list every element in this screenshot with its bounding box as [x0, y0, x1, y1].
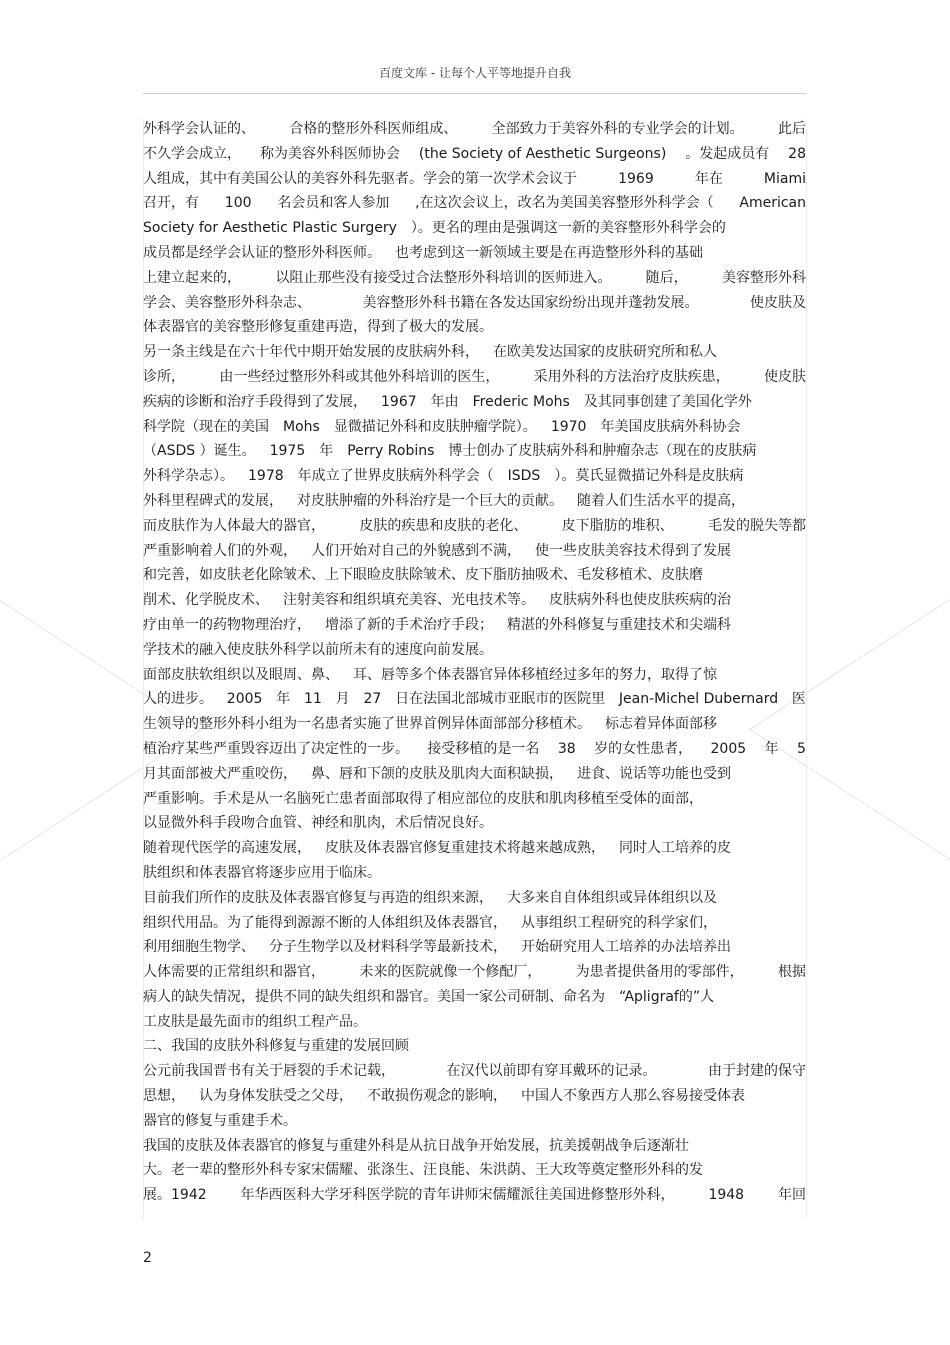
text-segment: 1978 [248, 468, 284, 485]
text-segment: 皮肤及体表器官修复重建技术将越来越成熟， [325, 840, 605, 857]
text-segment: 学技术的融入使皮肤外科学以前所未有的速度向前发展。 [143, 641, 493, 658]
text-segment: 显微描记外科和皮肤肿瘤学院）。 [333, 418, 537, 435]
text-segment: 年 [764, 740, 779, 757]
text-segment: 称为美容外科医师协会 [259, 145, 400, 162]
text-line [143, 340, 806, 365]
text-segment: Society for Aesthetic Plastic Surgery [143, 220, 397, 237]
text-line [143, 911, 806, 936]
text-line [143, 390, 806, 415]
text-segment: 皮肤的疾患和皮肤的老化、 [359, 517, 528, 534]
text-segment: 年在 [694, 170, 723, 187]
document-body [143, 117, 806, 1208]
text-segment: 我国的皮肤及体表器官的修复与重建外科是从抗日战争开始发展，抗美援朝战争后逐渐壮 [143, 1137, 689, 1154]
text-segment: 合格的整形外科医师组成、 [289, 121, 458, 137]
text-segment: 植治疗某些严重毁容迈出了决定性的一步。 [143, 740, 409, 757]
text-segment: 工皮肤是最先面市的组织工程产品。 [143, 1013, 367, 1030]
text-segment: 未来的医院就像一个修配厂， [359, 964, 542, 981]
text-segment: American [739, 195, 806, 212]
text-line [143, 241, 806, 266]
text-segment: 召开，有 [143, 195, 199, 212]
text-segment: 岁的女性患者， [594, 740, 693, 757]
text-segment: 使一些皮肤美容技术得到了发展 [535, 542, 731, 559]
text-segment: 2005 [710, 740, 747, 757]
text-segment: 疗由单一的药物物理治疗， [143, 616, 311, 633]
text-segment: 皮下脂肪的堆积、 [561, 517, 674, 534]
text-segment: 28 [788, 145, 806, 162]
text-segment: 组织代用品。为了能得到源源不断的人体组织及体表器官， [143, 914, 507, 931]
text-line [143, 291, 806, 316]
text-segment: 生领导的整形外科小组为一名患者实施了世界首例异体面部部分移植术。 [143, 716, 591, 733]
text-segment: 5 [797, 740, 806, 757]
text-segment: 月其面部被犬严重咬伤， [143, 765, 297, 782]
text-line [143, 762, 806, 787]
text-segment: “Apligraf的”人 [619, 988, 715, 1005]
text-line [143, 687, 806, 712]
text-segment: 使皮肤及 [750, 294, 806, 311]
text-segment: 使皮肤 [763, 368, 806, 385]
text-segment: 从事组织工程研究的科学家们， [521, 914, 717, 931]
text-segment: 38 [557, 740, 576, 757]
text-segment: 同时人工培养的皮 [619, 840, 731, 857]
text-line [143, 588, 806, 613]
text-segment: 和完善，如皮肤老化除皱术、上下眼睑皮肤除皱术、皮下脂肪抽吸术、毛发移植术、皮肤磨 [143, 567, 703, 584]
text-segment: Miami [763, 170, 806, 187]
text-segment: Perry Robins [347, 443, 435, 460]
text-segment: 面部皮肤软组织以及眼周、鼻、 [143, 666, 339, 683]
text-segment: 1975 [269, 443, 306, 460]
text-segment: 削术、化学脱皮术、 [143, 592, 269, 609]
text-segment: 在欧美发达国家的皮肤研究所和私人 [493, 344, 717, 361]
text-segment: 根据 [777, 964, 806, 981]
text-line [143, 439, 806, 464]
text-segment: 随着现代医学的高速发展， [143, 840, 311, 857]
text-segment: 进食、说话等功能也受到 [577, 765, 731, 782]
text-segment: 外科里程碑式的发展， [143, 492, 283, 509]
text-segment: 外科学会认证的、 [143, 121, 255, 137]
text-line [143, 886, 806, 911]
text-segment: 随着人们生活水平的提高， [577, 492, 745, 509]
header-divider [143, 93, 806, 94]
text-segment: 采用外科的方法治疗皮肤疾患， [533, 368, 730, 385]
text-segment: 在汉代以前即有穿耳戴环的记录。 [446, 1063, 657, 1080]
text-segment: 疾病的诊断和治疗手段得到了发展， [143, 393, 367, 410]
text-line [143, 1059, 806, 1084]
text-line [143, 811, 806, 836]
text-segment: 1969 [618, 170, 654, 187]
text-segment: 及其同事创建了美国化学外 [583, 393, 752, 410]
text-line [143, 1084, 806, 1109]
text-line [143, 1183, 806, 1208]
text-line [143, 613, 806, 638]
text-segment: ,在这次会议上，改名为美国美容整形外科学会（ [415, 195, 714, 212]
text-segment: 器官的修复与重建手术。 [143, 1112, 297, 1129]
text-segment: 开始研究用人工培养的办法培养出 [521, 939, 731, 956]
text-segment: 也考虑到这一新领域主要是在再造整形外科的基础 [395, 244, 703, 261]
text-segment: 大多来自自体组织或异体组织以及 [507, 889, 717, 906]
text-segment: 利用细胞生物学、 [143, 939, 255, 956]
text-line [143, 638, 806, 663]
text-segment: Frederic Mohs [472, 393, 570, 410]
text-line [143, 216, 806, 241]
text-line [143, 365, 806, 390]
text-segment: 人组成，其中有美国公认的美容外科先驱者。学会的第一次学术会议于 [143, 170, 577, 187]
text-segment: 耳、唇等多个体表器官异体移植经过多年的努力，取得了惊 [353, 666, 717, 683]
text-segment: 接受移植的是一名 [427, 740, 540, 757]
text-segment: 由一些经过整形外科或其他外科培训的医生， [219, 368, 500, 385]
text-segment: 注射美容和组织填充美容、光电技术等。 [283, 592, 535, 609]
text-segment: 2005 [226, 691, 263, 708]
text-line [143, 315, 806, 340]
page-header: 百度文库 - 让每个人平等地提升自我 [379, 66, 571, 80]
text-segment: 人们开始对自己的外貌感到不满， [311, 542, 521, 559]
text-line [143, 1010, 806, 1035]
text-line [143, 836, 806, 861]
text-segment: 年成立了世界皮肤病外科学会（ [297, 468, 494, 485]
text-line [143, 1034, 806, 1059]
text-segment: 年由 [430, 393, 459, 410]
text-segment: 。发起成员有 [685, 145, 770, 162]
text-segment: 学会、美容整形外科杂志、 [143, 294, 311, 311]
text-segment: 为患者提供备用的零部件， [575, 964, 744, 981]
text-segment: 年回 [778, 1187, 806, 1204]
text-line [143, 861, 806, 886]
text-segment: 鼻、唇和下颌的皮肤及肌肉大面积缺损， [311, 765, 563, 782]
text-segment: 肤组织和体表器官将逐步应用于临床。 [143, 864, 381, 881]
text-segment: Jean-Michel Dubernard [618, 691, 779, 708]
text-segment: 1970 [550, 418, 587, 435]
text-segment: 上建立起来的， [143, 269, 241, 286]
right-margin-rule [806, 119, 807, 1219]
text-line [143, 737, 806, 762]
text-segment: 年 [276, 691, 291, 708]
text-segment: 另一条主线是在六十年代中期开始发展的皮肤病外科， [143, 344, 479, 361]
text-segment: ）。莫氏显微描记外科是皮肤病 [554, 468, 744, 485]
text-line [143, 712, 806, 737]
text-segment: 公元前我国晋书有关于唇裂的手术记载， [143, 1063, 395, 1080]
text-line [143, 1134, 806, 1159]
text-segment: 标志着异体面部移 [605, 716, 717, 733]
text-segment: 以显微外科手段吻合血管、神经和肌肉，术后情况良好。 [143, 815, 493, 832]
text-segment: ）。更名的理由是强调这一新的美容整形外科学会的 [410, 220, 726, 237]
text-segment: 年 [319, 443, 334, 460]
text-line [143, 663, 806, 688]
text-segment: 医 [791, 691, 806, 708]
text-segment: 严重影响。手术是从一名脑死亡患者面部取得了相应部位的皮肤和肌肉移植至受体的面部， [143, 790, 703, 807]
text-line [143, 960, 806, 985]
text-segment: 体表器官的美容整形修复重建再造，得到了极大的发展。 [143, 319, 493, 336]
text-line [143, 563, 806, 588]
text-segment: 此后 [777, 121, 806, 137]
text-segment: 年华西医科大学牙科医学院的青年讲师宋儒耀派往美国进修整形外科， [240, 1187, 675, 1204]
text-segment: 人体需要的正常组织和器官， [143, 964, 325, 981]
text-segment: 11 [304, 691, 322, 708]
text-segment: 名会员和客人参加 [277, 195, 390, 212]
text-segment: 病人的缺失情况，提供不同的缺失组织和器官。美国一家公司研制、命名为 [143, 988, 605, 1005]
text-segment: 科学院（现在的美国 [143, 418, 269, 435]
text-segment: 日在法国北部城市亚眠市的医院里 [395, 691, 606, 708]
text-line [143, 415, 806, 440]
text-segment: 随后， [645, 269, 688, 286]
text-line [143, 117, 806, 142]
text-segment: 分子生物学以及材料科学等最新技术， [269, 939, 507, 956]
text-segment: 全部致力于美容外科的专业学会的计划。 [491, 121, 744, 137]
page-number: 2 [143, 1250, 152, 1266]
text-segment: 而皮肤作为人体最大的器官， [143, 517, 325, 534]
text-segment: 增添了新的手术治疗手段； [325, 616, 493, 633]
text-segment: 外科学杂志）。 [143, 468, 234, 485]
text-segment: 认为身体发肤受之父母， [199, 1088, 353, 1105]
text-segment: 对皮肤肿瘤的外科治疗是一个巨大的贡献。 [297, 492, 563, 509]
text-line [143, 985, 806, 1010]
text-segment: 皮肤病外科也使皮肤疾病的治 [549, 592, 731, 609]
text-segment: 大。老一辈的整形外科专家宋儒耀、张涤生、汪良能、朱洪荫、王大玫等奠定整形外科的发 [143, 1162, 703, 1179]
text-segment: 人的进步。 [143, 691, 213, 708]
text-segment: 中国人不象西方人那么容易接受体表 [521, 1088, 745, 1105]
text-segment: 不久学会成立， [143, 145, 241, 162]
text-segment: 成员都是经学会认证的整形外科医师。 [143, 244, 381, 261]
text-segment: 精湛的外科修复与重建技术和尖端科 [507, 616, 731, 633]
text-line [143, 266, 806, 291]
text-segment: 以阻止那些没有接受过合法整形外科培训的医师进入。 [275, 269, 612, 286]
text-segment: 思想， [143, 1088, 185, 1105]
text-segment: ISDS [507, 468, 541, 485]
text-segment: 美容整形外科 [721, 269, 806, 286]
text-line [143, 539, 806, 564]
text-line [143, 142, 806, 167]
text-segment: 1948 [708, 1187, 745, 1204]
text-line [143, 935, 806, 960]
text-segment: 1967 [381, 393, 417, 410]
text-segment: 不敢损伤观念的影响， [367, 1088, 507, 1105]
text-line [143, 191, 806, 216]
text-segment: 月 [335, 691, 350, 708]
text-line [143, 514, 806, 539]
text-line [143, 1109, 806, 1134]
text-line [143, 167, 806, 192]
text-segment: 100 [224, 195, 252, 212]
text-segment: 27 [363, 691, 382, 708]
text-segment: 诊所， [143, 368, 185, 385]
text-segment: 博士创办了皮肤病外科和肿瘤杂志（现在的皮肤病 [448, 443, 757, 460]
text-segment: 目前我们所作的皮肤及体表器官修复与再造的组织来源， [143, 889, 493, 906]
text-segment: 美容整形外科书籍在各发达国家纷纷出现并蓬勃发展。 [362, 294, 699, 311]
text-segment: 毛发的脱失等都 [707, 517, 806, 534]
text-segment: 由于封建的保守 [708, 1063, 806, 1080]
text-segment: 展。1942 [143, 1187, 207, 1204]
text-line [143, 1158, 806, 1183]
text-line [143, 489, 806, 514]
text-line [143, 787, 806, 812]
text-segment: Mohs [283, 418, 320, 435]
text-segment: 年美国皮肤病外科协会 [600, 418, 741, 435]
text-segment: 二、我国的皮肤外科修复与重建的发展回顾 [143, 1038, 409, 1055]
text-segment: （ASDS ）诞生。 [143, 443, 256, 460]
text-line [143, 464, 806, 489]
text-segment: (the Society of Aesthetic Surgeons) [418, 145, 667, 162]
text-segment: 严重影响着人们的外观， [143, 542, 297, 559]
